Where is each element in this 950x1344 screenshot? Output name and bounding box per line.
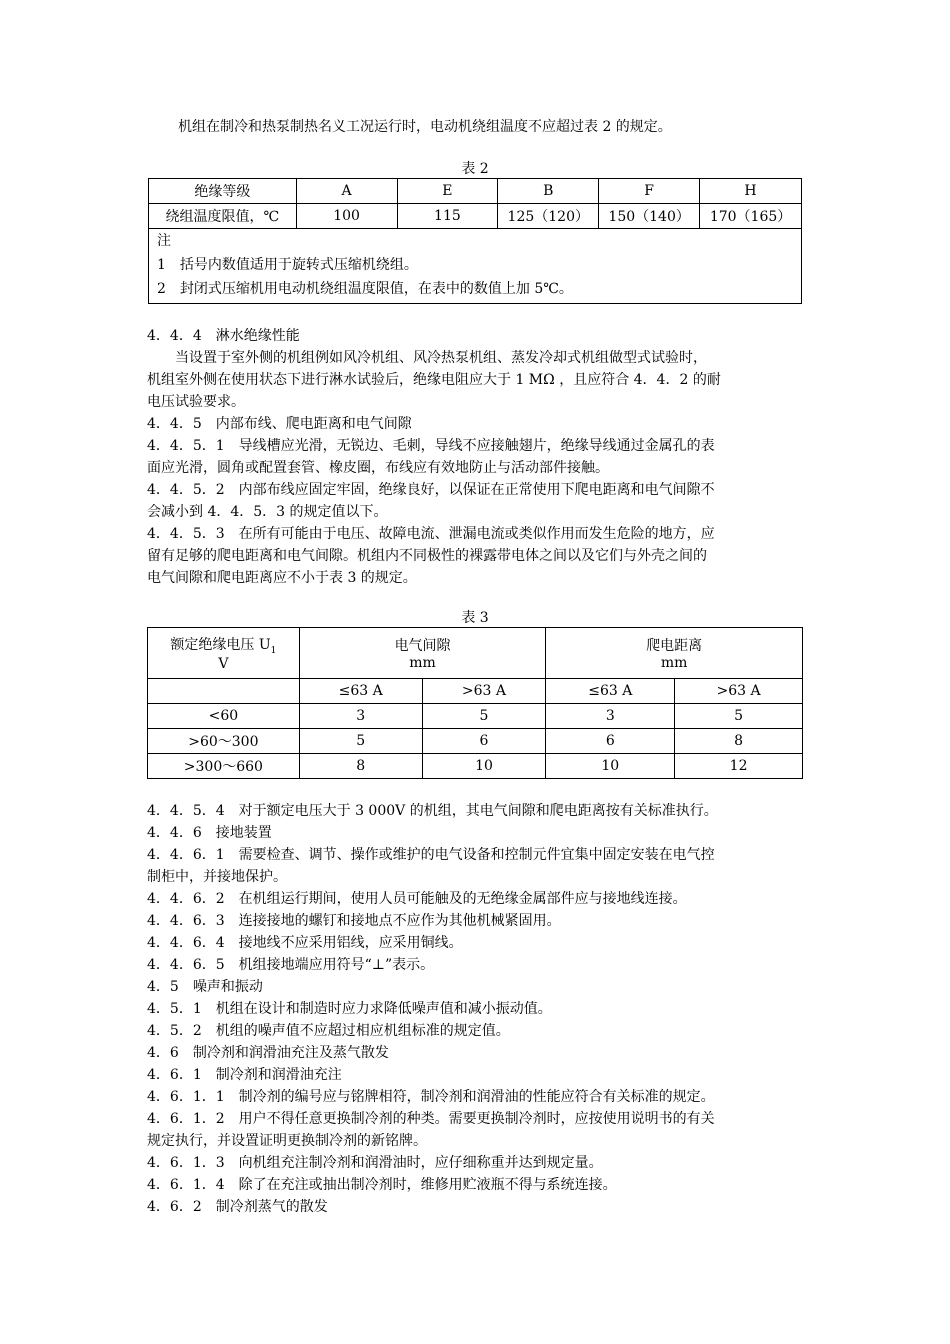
clearance-header: 电气间隙 mm	[299, 628, 546, 679]
text-line: 4．4．5．3 在所有可能由于电压、故障电流、泄漏电流或类似作用而发生危险的地方，应	[147, 526, 715, 542]
table-cell: >60～300	[148, 729, 300, 754]
table-cell: >300～660	[148, 754, 300, 779]
table-cell: 100	[296, 204, 397, 229]
text-line: 4．6．1．3 向机组充注制冷剂和润滑油时，应仔细称重并达到规定量。	[147, 1155, 603, 1171]
note-title: 注	[157, 233, 171, 249]
text-line: 4．4．6．2 在机组运行期间，使用人员可能触及的无绝缘金属部件应与接地线连接。	[147, 891, 687, 907]
text-line: 留有足够的爬电距离和电气间隙。机组内不同极性的裸露带电体之间以及它们与外壳之间的	[147, 548, 707, 564]
table-cell: 125（120）	[498, 204, 599, 229]
table2-caption: 表 2	[461, 161, 489, 177]
table-cell: B	[498, 179, 599, 204]
text-line: 4．4．6．3 连接接地的螺钉和接地点不应作为其他机械紧固用。	[147, 913, 561, 929]
table-cell: 3	[299, 704, 422, 729]
table-cell: 6	[422, 729, 546, 754]
text-line: 4．4．6．4 接地线不应采用铝线，应采用铜线。	[147, 935, 463, 951]
table-cell: 12	[675, 754, 803, 779]
table-cell: ≤63 A	[546, 679, 675, 704]
text-line: 4．6．1．2 用户不得任意更换制冷剂的种类。需要更换制冷剂时，应按使用说明书的有关	[147, 1111, 715, 1127]
table-cell: E	[397, 179, 498, 204]
table-cell: 5	[422, 704, 546, 729]
table-cell: 150（140）	[599, 204, 700, 229]
text-line: 4．6．1．1 制冷剂的编号应与铭牌相符，制冷剂和润滑油的性能应符合有关标准的规定。	[147, 1089, 715, 1105]
text-line: 4．6．1．4 除了在充注或抽出制冷剂时，维修用贮液瓶不得与系统连接。	[147, 1177, 617, 1193]
table-cell: H	[700, 179, 802, 204]
text-line: 4．4．5．4 对于额定电压大于 3 000V 的机组，其电气间隙和爬电距离按有关标准执行。	[147, 803, 718, 819]
table-cell: 115	[397, 204, 498, 229]
text-line: 4．4．5 内部布线、爬电距离和电气间隙	[147, 416, 412, 432]
voltage-subscript: 1	[270, 645, 277, 656]
text-line: 电压试验要求。	[147, 394, 245, 410]
table-cell: 6	[546, 729, 675, 754]
table-cell: 5	[299, 729, 422, 754]
text-line: 4．5．2 机组的噪声值不应超过相应机组标准的规定值。	[147, 1023, 510, 1039]
note-item: 2 封闭式压缩机用电动机绕组温度限值，在表中的数值上加 5℃。	[157, 281, 573, 297]
text-line: 会减小到 4．4．5．3 的规定值以下。	[147, 504, 388, 520]
text-line: 规定执行，并设置证明更换制冷剂的新铭牌。	[147, 1133, 427, 1149]
table-cell: 10	[546, 754, 675, 779]
text-line: 4．4．5．1 导线槽应光滑，无锐边、毛刺，导线不应接触翅片，绝缘导线通过金属孔的表	[147, 438, 715, 454]
table-cell: >63 A	[675, 679, 803, 704]
table3-subheader-row	[148, 679, 803, 704]
text-line: 4．5．1 机组在设计和制造时应力求降低噪声值和减小振动值。	[147, 1001, 552, 1017]
table-cell: <60	[148, 704, 300, 729]
text-line: 当设置于室外侧的机组例如风冷机组、风冷热泵机组、蒸发冷却式机组做型式试验时，	[147, 350, 707, 366]
table3-caption: 表 3	[461, 610, 489, 626]
table-cell: ≤63 A	[299, 679, 422, 704]
voltage-label: 额定绝缘电压 U	[170, 637, 271, 654]
table-cell: 绝缘等级	[149, 179, 297, 204]
table-row	[148, 729, 803, 754]
table2-header-row	[149, 179, 802, 204]
table2-notes	[149, 229, 802, 304]
text-line: 4．6．1 制冷剂和润滑油充注	[147, 1067, 342, 1083]
table-3	[147, 627, 803, 779]
table2-data-row	[149, 204, 802, 229]
table-cell: 170（165）	[700, 204, 802, 229]
voltage-header	[148, 628, 300, 679]
table-row	[148, 754, 803, 779]
table-cell: 绕组温度限值，℃	[149, 204, 297, 229]
table3-header-row	[148, 628, 803, 679]
intro-paragraph: 机组在制冷和热泵制热名义工况运行时，电动机绕组温度不应超过表 2 的规定。	[178, 119, 672, 135]
text-line: 4．4．6 接地装置	[147, 825, 272, 841]
table-cell: >63 A	[422, 679, 546, 704]
table-cell: 10	[422, 754, 546, 779]
table-2	[148, 178, 802, 304]
text-line: 4．5 噪声和振动	[147, 979, 263, 995]
text-line: 4．4．5．2 内部布线应固定牢固，绝缘良好，以保证在正常使用下爬电距离和电气间隙不	[147, 482, 715, 498]
table-cell: A	[296, 179, 397, 204]
text-line: 电气间隙和爬电距离应不小于表 3 的规定。	[147, 570, 417, 586]
text-line: 4．4．4 淋水绝缘性能	[147, 328, 300, 344]
table-cell	[148, 679, 300, 704]
note-item: 1 括号内数值适用于旋转式压缩机绕组。	[157, 257, 418, 273]
voltage-unit: V	[218, 655, 229, 672]
text-line: 4．4．6．1 需要检查、调节、操作或维护的电气设备和控制元件宜集中固定安装在电气控	[147, 847, 715, 863]
text-line: 4．6．2 制冷剂蒸气的散发	[147, 1199, 328, 1215]
table-row	[148, 704, 803, 729]
table-cell: 8	[299, 754, 422, 779]
text-line: 面应光滑，圆角或配置套管、橡皮圈，布线应有效地防止与活动部件接触。	[147, 460, 609, 476]
table-cell: 3	[546, 704, 675, 729]
text-line: 4．4．6．5 机组接地端应用符号“⊥”表示。	[147, 957, 435, 973]
creepage-header: 爬电距离 mm	[546, 628, 803, 679]
table-cell: F	[599, 179, 700, 204]
text-line: 机组室外侧在使用状态下进行淋水试验后，绝缘电阻应大于 1 MΩ ，且应符合 4．4．2 的耐	[147, 372, 721, 388]
text-line: 制柜中，并接地保护。	[147, 869, 287, 885]
text-line: 4．6 制冷剂和润滑油充注及蒸气散发	[147, 1045, 389, 1061]
table-cell: 8	[675, 729, 803, 754]
table-cell: 5	[675, 704, 803, 729]
table2-note-row	[149, 229, 802, 304]
